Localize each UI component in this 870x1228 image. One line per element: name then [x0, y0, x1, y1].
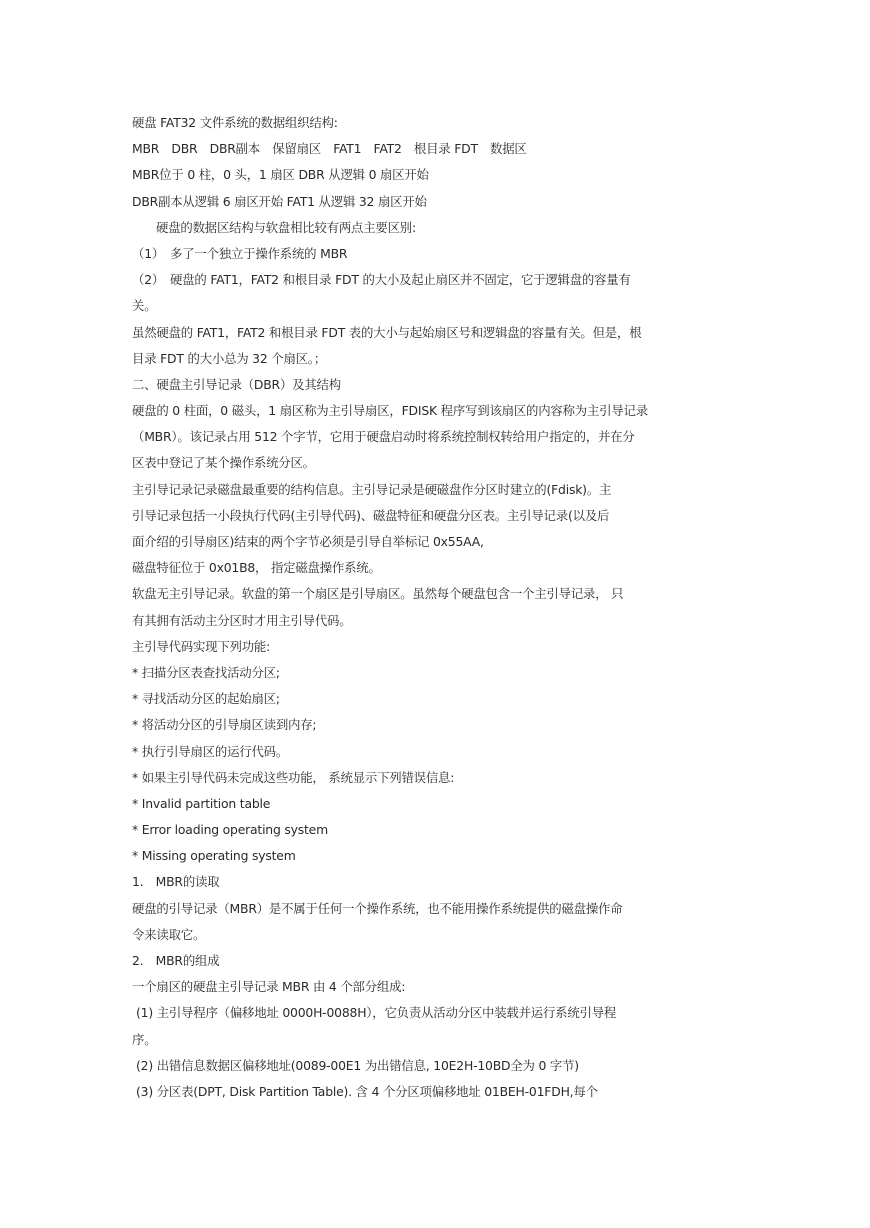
- text-line: 令来读取它。: [132, 926, 206, 942]
- text-line: 软盘无主引导记录。软盘的第一个扇区是引导扇区。虽然每个硬盘包含一个主引导记录， 只: [132, 586, 624, 602]
- bullet-item: * Missing operating system: [132, 848, 296, 864]
- text-line: 有其拥有活动主分区时才用主引导代码。: [132, 612, 352, 628]
- text-line: 虽然硬盘的 FAT1，FAT2 和根目录 FDT 表的大小与起始扇区号和逻辑盘的容量有关。但是，根: [132, 324, 642, 340]
- document-body: [132, 110, 692, 1105]
- text-line: 序。: [132, 1031, 157, 1047]
- text-line: 硬盘 FAT32 文件系统的数据组织结构:: [132, 115, 338, 130]
- list-item: (1) 主引导程序（偏移地址 0000H-0088H），它负责从活动分区中装载并运行系统引导程: [136, 1005, 617, 1021]
- bullet-item: * 扫描分区表查找活动分区;: [132, 664, 280, 680]
- list-item: (2) 出错信息数据区偏移地址(0089-00E1 为出错信息, 10E2H-10BD全为 0 字节): [136, 1057, 579, 1073]
- text-line: MBR位于 0 柱，0 头，1 扇区 DBR 从逻辑 0 扇区开始: [132, 167, 429, 183]
- section-heading: 二、硬盘主引导记录（DBR）及其结构: [132, 376, 341, 392]
- text-line: 区表中登记了某个操作系统分区。: [132, 455, 315, 471]
- text-line: DBR副本从逻辑 6 扇区开始 FAT1 从逻辑 32 扇区开始: [132, 193, 427, 209]
- text-line: （2） 硬盘的 FAT1，FAT2 和根目录 FDT 的大小及起止扇区并不固定，它于逻辑盘的容量有: [132, 272, 631, 288]
- text-line: 关。: [132, 298, 157, 314]
- text-line: 主引导代码实现下列功能:: [132, 638, 271, 654]
- text-line: （1） 多了一个独立于操作系统的 MBR: [132, 245, 348, 261]
- bullet-item: * 寻找活动分区的起始扇区;: [132, 691, 280, 707]
- text-line: 目录 FDT 的大小总为 32 个扇区。；: [132, 350, 327, 366]
- text-line: 硬盘的数据区结构与软盘相比较有两点主要区别:: [156, 219, 416, 235]
- text-line: 一个扇区的硬盘主引导记录 MBR 由 4 个部分组成:: [132, 979, 406, 995]
- bullet-item: * 执行引导扇区的运行代码。: [132, 743, 289, 759]
- numbered-heading: 1. MBR的读取: [132, 874, 220, 890]
- text-line: 引导记录包括一小段执行代码(主引导代码)、磁盘特征和硬盘分区表。主引导记录(以及后: [132, 507, 610, 523]
- bullet-item: * Invalid partition table: [132, 795, 271, 811]
- text-line: 面介绍的引导扇区)结束的两个字节必须是引导自举标记 0x55AA,: [132, 534, 484, 549]
- bullet-item: * 将活动分区的引导扇区读到内存;: [132, 717, 317, 733]
- bullet-item: * 如果主引导代码未完成这些功能， 系统显示下列错误信息:: [132, 769, 455, 785]
- text-line: 硬盘的引导记录（MBR）是不属于任何一个操作系统，也不能用操作系统提供的磁盘操作命: [132, 900, 623, 916]
- text-line: MBR DBR DBR副本 保留扇区 FAT1 FAT2 根目录 FDT 数据区: [132, 141, 527, 157]
- bullet-item: * Error loading operating system: [132, 822, 328, 838]
- text-line: 硬盘的 0 柱面，0 磁头，1 扇区称为主引导扇区，FDISK 程序写到该扇区的内容称为主引导记录: [132, 403, 648, 419]
- text-line: 主引导记录记录磁盘最重要的结构信息。主引导记录是硬磁盘作分区时建立的(Fdisk)。主: [132, 481, 612, 497]
- text-line: 磁盘特征位于 0x01B8， 指定磁盘操作系统。: [132, 560, 381, 576]
- list-item: (3) 分区表(DPT, Disk Partition Table). 含 4 个分区项偏移地址 01BEH-01FDH,每个: [136, 1083, 598, 1099]
- numbered-heading: 2. MBR的组成: [132, 953, 220, 968]
- text-line: （MBR）。该记录占用 512 个字节，它用于硬盘启动时将系统控制权转给用户指定的，并在分: [132, 429, 635, 445]
